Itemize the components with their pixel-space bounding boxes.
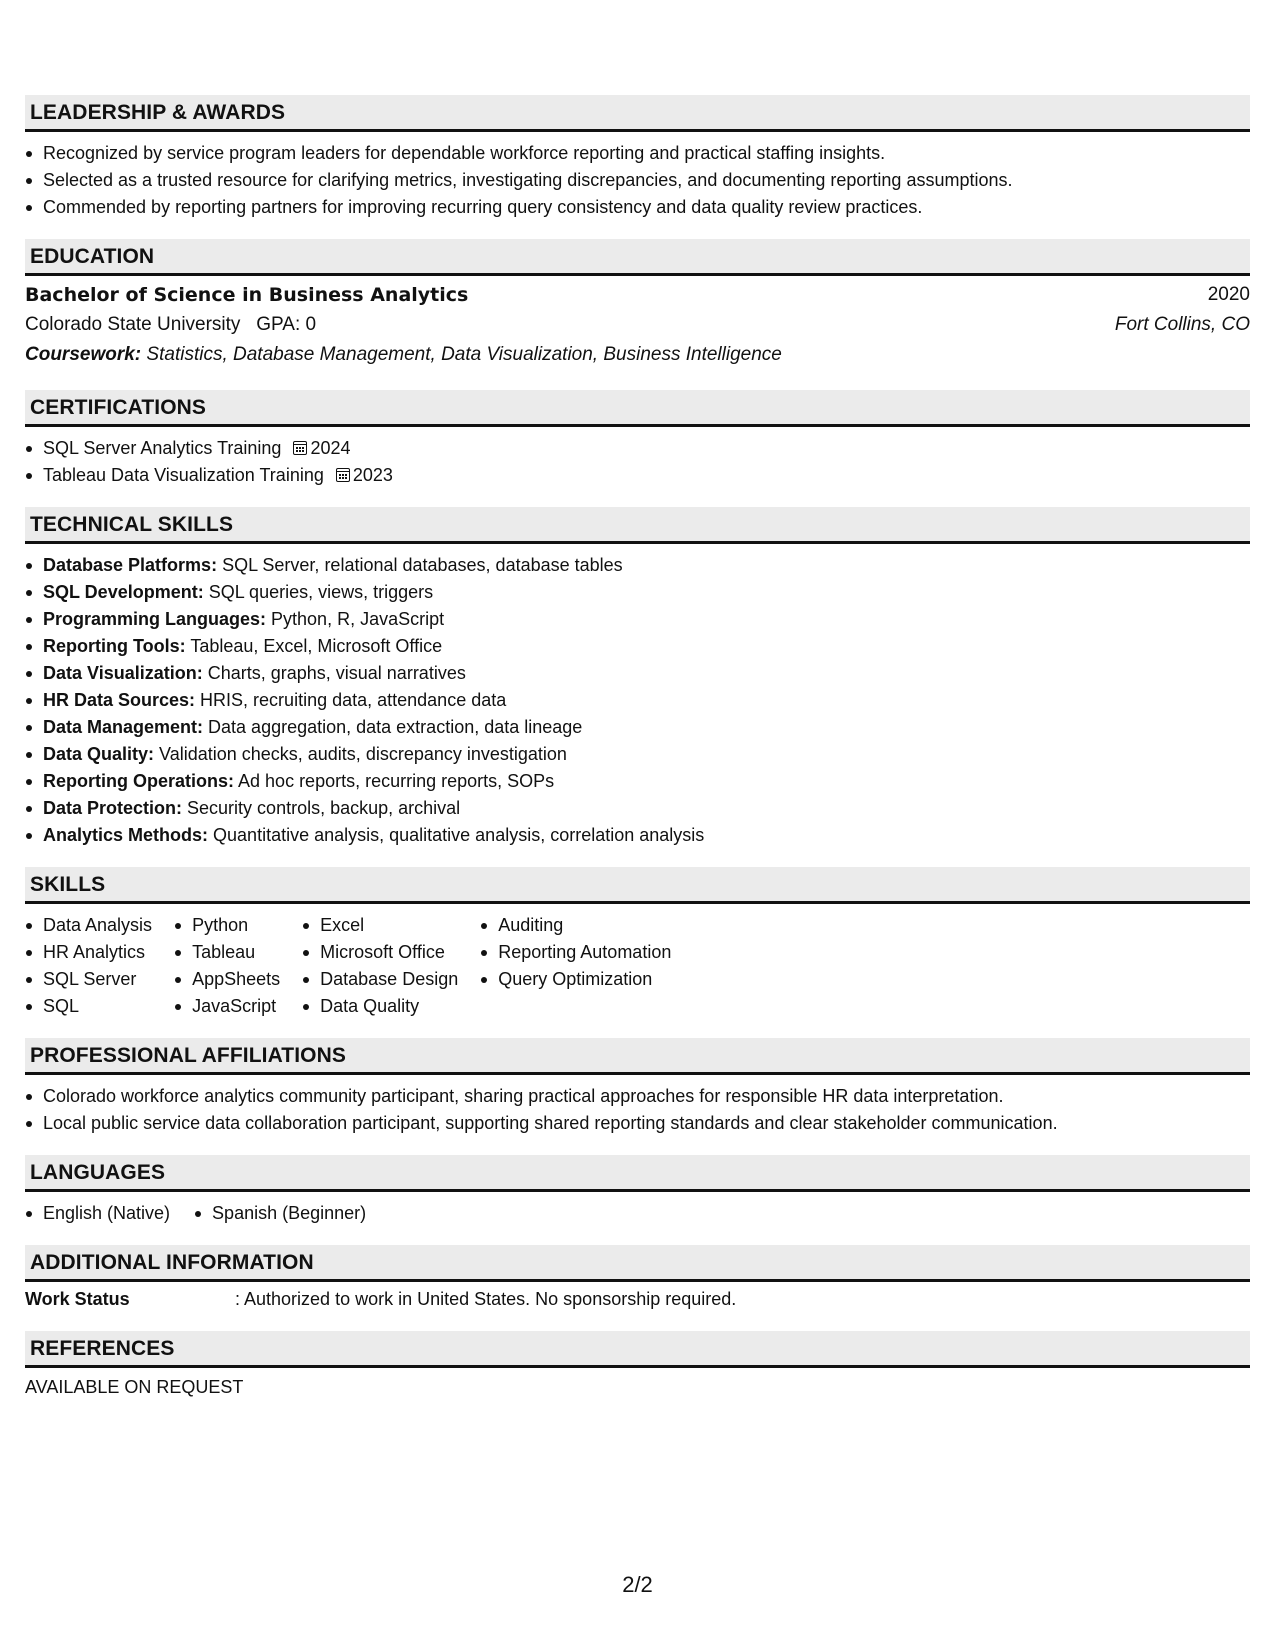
certification-year: 2023 bbox=[352, 465, 393, 485]
list-item: Database Design bbox=[302, 966, 458, 993]
technical-skills-section bbox=[25, 507, 1250, 849]
section-title: LEADERSHIP & AWARDS bbox=[25, 95, 1250, 132]
skill-value: SQL queries, views, triggers bbox=[203, 582, 434, 602]
skills-columns bbox=[25, 904, 1250, 1020]
section-title: SKILLS bbox=[25, 867, 1250, 904]
list-item: Python bbox=[174, 912, 280, 939]
list-item bbox=[25, 633, 1250, 660]
list-item: Excel bbox=[302, 912, 458, 939]
list-item bbox=[25, 768, 1250, 795]
skill-value: Quantitative analysis, qualitative analysis, correlation analysis bbox=[208, 825, 705, 845]
coursework-label: Coursework: bbox=[25, 344, 142, 365]
list-item bbox=[25, 714, 1250, 741]
skill-label: Programming Languages: bbox=[43, 609, 267, 629]
skill-value: Validation checks, audits, discrepancy investigation bbox=[154, 744, 567, 764]
work-status-row bbox=[25, 1286, 1250, 1313]
list-item: Data Quality bbox=[302, 993, 458, 1020]
list-item: SQL Server bbox=[25, 966, 152, 993]
languages-list bbox=[25, 1200, 1250, 1227]
page-number: 2/2 bbox=[622, 1572, 653, 1597]
section-title: ADDITIONAL INFORMATION bbox=[25, 1245, 1250, 1282]
leadership-list bbox=[25, 140, 1250, 221]
skill-label: Data Visualization: bbox=[43, 663, 203, 683]
calendar-icon bbox=[336, 468, 350, 482]
list-item bbox=[25, 579, 1250, 606]
skill-value: Tableau, Excel, Microsoft Office bbox=[185, 636, 443, 656]
section-title: PROFESSIONAL AFFILIATIONS bbox=[25, 1038, 1250, 1075]
leadership-section bbox=[25, 95, 1250, 221]
degree: Bachelor of Science in Business Analytics bbox=[25, 284, 469, 306]
certifications-section bbox=[25, 390, 1250, 489]
list-item bbox=[25, 462, 1250, 489]
work-status-value: : Authorized to work in United States. No sponsorship required. bbox=[235, 1289, 737, 1309]
references-text: AVAILABLE ON REQUEST bbox=[25, 1377, 244, 1397]
certifications-list bbox=[25, 435, 1250, 489]
skill-label: Database Platforms: bbox=[43, 555, 218, 575]
skill-label: SQL Development: bbox=[43, 582, 204, 602]
certification-name: SQL Server Analytics Training bbox=[43, 438, 282, 458]
list-item bbox=[25, 687, 1250, 714]
skill-label: Reporting Tools: bbox=[43, 636, 186, 656]
section-title: LANGUAGES bbox=[25, 1155, 1250, 1192]
list-item: Tableau bbox=[174, 939, 280, 966]
resume-page bbox=[25, 95, 1250, 1419]
list-item: Query Optimization bbox=[480, 966, 671, 993]
list-item: Auditing bbox=[480, 912, 671, 939]
section-title: CERTIFICATIONS bbox=[25, 390, 1250, 427]
school-location: Fort Collins, CO bbox=[1114, 314, 1250, 335]
skill-value: Data aggregation, data extraction, data lineage bbox=[203, 717, 583, 737]
affiliations-list bbox=[25, 1083, 1250, 1137]
list-item: Commended by reporting partners for improving recurring query consistency and data quality review practices. bbox=[25, 194, 1250, 221]
list-item: Spanish (Beginner) bbox=[194, 1200, 366, 1227]
graduation-year: 2020 bbox=[1207, 284, 1250, 305]
skill-label: Data Management: bbox=[43, 717, 204, 737]
education-section bbox=[25, 239, 1250, 370]
work-status-label: Work Status bbox=[25, 1289, 130, 1309]
skill-value: SQL Server, relational databases, database tables bbox=[217, 555, 623, 575]
skill-label: HR Data Sources: bbox=[43, 690, 196, 710]
certification-name: Tableau Data Visualization Training bbox=[43, 465, 324, 485]
list-item: HR Analytics bbox=[25, 939, 152, 966]
affiliations-section bbox=[25, 1038, 1250, 1137]
list-item: Microsoft Office bbox=[302, 939, 458, 966]
section-title: TECHNICAL SKILLS bbox=[25, 507, 1250, 544]
skills-section bbox=[25, 867, 1250, 1020]
school: Colorado State University GPA: 0 bbox=[25, 314, 317, 335]
list-item: English (Native) bbox=[25, 1200, 170, 1227]
certification-year: 2024 bbox=[310, 438, 351, 458]
skill-value: Ad hoc reports, recurring reports, SOPs bbox=[234, 771, 555, 791]
list-item bbox=[25, 435, 1250, 462]
list-item: Data Analysis bbox=[25, 912, 152, 939]
skill-value: Charts, graphs, visual narratives bbox=[202, 663, 466, 683]
additional-info-section bbox=[25, 1245, 1250, 1313]
references-section bbox=[25, 1331, 1250, 1401]
list-item bbox=[25, 795, 1250, 822]
list-item: Local public service data collaboration participant, supporting shared reporting standards and clear stakeholder communication. bbox=[25, 1110, 1250, 1137]
skill-label: Data Quality: bbox=[43, 744, 155, 764]
list-item bbox=[25, 822, 1250, 849]
skill-value: Security controls, backup, archival bbox=[182, 798, 461, 818]
list-item: SQL bbox=[25, 993, 152, 1020]
list-item: Selected as a trusted resource for clarifying metrics, investigating discrepancies, and documenting reporting assumptions. bbox=[25, 167, 1250, 194]
technical-skills-list bbox=[25, 552, 1250, 849]
languages-section bbox=[25, 1155, 1250, 1227]
list-item: Recognized by service program leaders for dependable workforce reporting and practical staffing insights. bbox=[25, 140, 1250, 167]
list-item bbox=[25, 552, 1250, 579]
section-title: REFERENCES bbox=[25, 1331, 1250, 1368]
calendar-icon bbox=[293, 441, 307, 455]
list-item: JavaScript bbox=[174, 993, 280, 1020]
section-title: EDUCATION bbox=[25, 239, 1250, 276]
skill-label: Reporting Operations: bbox=[43, 771, 235, 791]
list-item bbox=[25, 606, 1250, 633]
list-item: Reporting Automation bbox=[480, 939, 671, 966]
skill-value: HRIS, recruiting data, attendance data bbox=[195, 690, 507, 710]
skills-column bbox=[174, 912, 280, 1020]
skills-column bbox=[25, 912, 152, 1020]
skill-label: Analytics Methods: bbox=[43, 825, 209, 845]
list-item bbox=[25, 660, 1250, 687]
list-item: Colorado workforce analytics community participant, sharing practical approaches for responsible HR data interpretation. bbox=[25, 1083, 1250, 1110]
skills-column bbox=[302, 912, 458, 1020]
skills-column bbox=[480, 912, 671, 1020]
skill-value: Python, R, JavaScript bbox=[266, 609, 445, 629]
skill-label: Data Protection: bbox=[43, 798, 183, 818]
list-item: AppSheets bbox=[174, 966, 280, 993]
list-item bbox=[25, 741, 1250, 768]
coursework: Statistics, Database Management, Data Visualization, Business Intelligence bbox=[141, 344, 782, 365]
